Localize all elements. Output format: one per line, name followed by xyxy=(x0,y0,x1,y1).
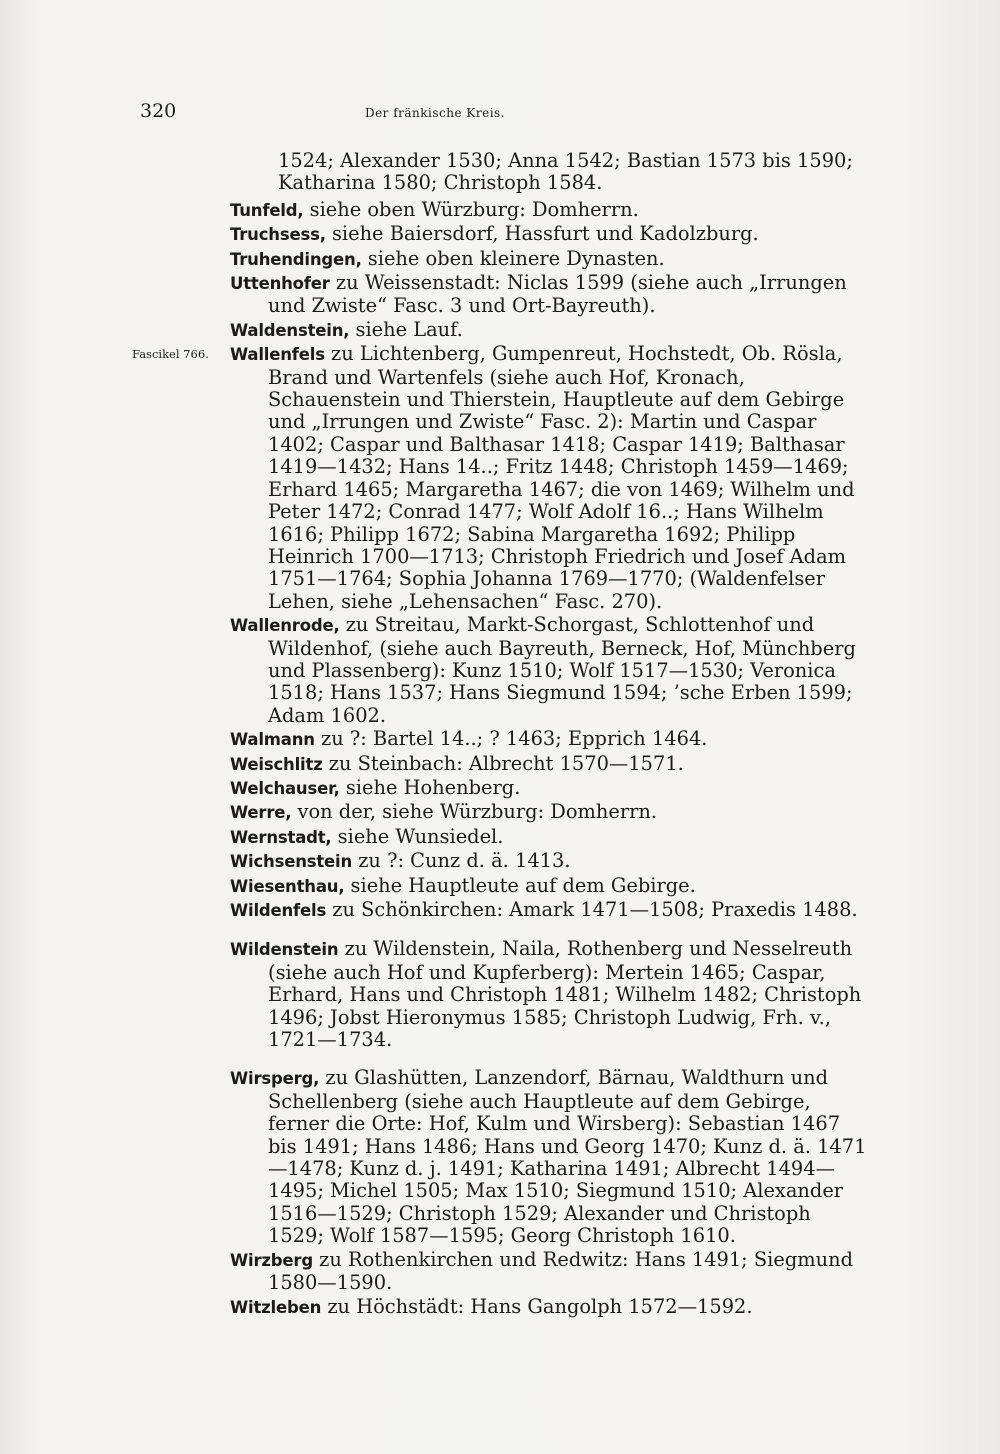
entry-text: siehe Baiersdorf, Hassfurt und Kadolzburg. xyxy=(325,222,759,246)
entry-walmann xyxy=(230,728,870,751)
entry-text: zu ?: Cunz d. ä. 1413. xyxy=(352,849,571,873)
entry-welchauser xyxy=(230,777,870,800)
page-number: 320 xyxy=(140,100,177,122)
entry-text: zu Streitau, Markt-Schorgast, Schlottenhof und Wildenhof, (siehe auch Bayreuth, Berneck, Hof, Münchberg und Plassenberg): Kunz 1510; Wolf 1517—1530; Veronica 1518; Hans 1537; Hans Siegmund 1594; ’sche Erben 1599; Adam 1602. xyxy=(268,613,856,727)
entry-head: Wirzberg xyxy=(230,1250,313,1270)
entry-text: siehe oben Würzburg: Domherrn. xyxy=(303,197,639,221)
entry-text: zu Glashütten, Lanzendorf, Bärnau, Waldthurn und Schellenberg (siehe auch Hauptleute auf dem Gebirge, ferner die Orte: Hof, Kulm und Wirsberg): Sebastian 1467 bis 1491; Hans 1486; Hans und Georg 1470; Kunz d. ä. 1471—1478; Kunz d. j. 1491; Katharina 1491; Albrecht 1494—1495; Michel 1505; Max 1510; Siegmund 1510; Alexander 1516—1529; Christoph 1529; Alexander und Christoph 1529; Wolf 1587—1595; Georg Christoph 1610. xyxy=(268,1066,867,1248)
entry-head: Wernstadt, xyxy=(230,827,332,847)
entry-head: Wallenrode, xyxy=(230,616,340,636)
entry-text: zu Höchstädt: Hans Gangolph 1572—1592. xyxy=(321,1294,753,1318)
entry-wiesenthau xyxy=(230,875,870,898)
entry-truhendingen xyxy=(230,248,870,271)
entry-wallenrode xyxy=(230,614,870,727)
entry-tunfeld xyxy=(230,199,870,222)
entry-head: Werre, xyxy=(230,803,292,823)
entry-text: zu Lichtenberg, Gumpenreut, Hochstedt, Ob. Rösla, Brand und Wartenfels (siehe auch Hof, Kronach, Schauenstein und Thierstein, Hauptleute auf dem Gebirge und „Irrungen und Zwiste“ Fasc. 2): Martin und Caspar 1402; Caspar und Balthasar 1418; Caspar 1419; Balthasar 1419—1432; Hans 14..; Fritz 1448; Christoph 1459—1469; Erhard 1465; Margaretha 1467; die von 1469; Wilhelm und Peter 1472; Conrad 1477; Wolf Adolf 16..; Hans Wilhelm 1616; Philipp 1672; Sabina Margaretha 1692; Philipp Heinrich 1700—1713; Christoph Friedrich und Josef Adam 1751—1764; Sophia Johanna 1769—1770; (Waldenfelser Lehen, siehe „Lehensachen“ Fasc. 270). xyxy=(268,342,855,613)
margin-note: Fascikel 766. xyxy=(132,347,209,361)
entry-weischlitz xyxy=(230,753,870,776)
entry-head: Welchauser, xyxy=(230,778,340,798)
entry-text: zu Schönkirchen: Amark 1471—1508; Praxedis 1488. xyxy=(326,898,858,921)
entry-head: Wildenstein xyxy=(230,940,339,960)
entry-wildenstein xyxy=(230,938,870,1051)
entry-waldenstein xyxy=(230,319,870,342)
page-header xyxy=(140,100,860,130)
entry-text: zu Weissenstadt: Niclas 1599 (siehe auch „Irrungen und Zwiste“ Fasc. 3 und Ort-Bayreuth). xyxy=(268,271,847,318)
entry-wichsenstein xyxy=(230,850,870,873)
entry-wirsperg xyxy=(230,1067,870,1247)
entry-head: Weischlitz xyxy=(230,754,323,774)
entry-text: siehe Wunsiedel. xyxy=(331,824,504,848)
entry-wildenfels xyxy=(230,899,870,922)
entry-text: zu Rothenkirchen und Redwitz: Hans 1491; Siegmund 1580—1590. xyxy=(268,1247,854,1295)
entry-head: Wirsperg, xyxy=(230,1069,320,1089)
entry-werre xyxy=(230,801,870,824)
entry-head: Waldenstein, xyxy=(230,320,350,340)
entry-head: Wildenfels xyxy=(230,901,327,920)
entry-head: Wiesenthau, xyxy=(230,876,345,896)
entry-truchsess xyxy=(230,223,870,246)
entry-head: Witzleben xyxy=(230,1297,322,1317)
entry-text: 1524; Alexander 1530; Anna 1542; Bastian 1573 bis 1590; Katharina 1580; Christoph 1584. xyxy=(278,149,853,195)
entry-head: Truhendingen, xyxy=(230,249,362,269)
entry-text: von der, siehe Würzburg: Domherrn. xyxy=(291,800,658,824)
entry-text: siehe Lauf. xyxy=(349,317,463,341)
running-title: Der fränkische Kreis. xyxy=(364,106,506,120)
entry-text: siehe oben kleinere Dynasten. xyxy=(361,246,665,270)
entry-head: Uttenhofer xyxy=(230,274,330,294)
entry-text: siehe Hauptleute auf dem Gebirge. xyxy=(344,873,696,897)
entry-witzleben xyxy=(230,1296,870,1319)
entry-head: Wallenfels xyxy=(230,345,325,365)
entry-wirzberg xyxy=(230,1249,870,1295)
entry-text: siehe Hohenberg. xyxy=(339,775,521,799)
entry-wernstadt xyxy=(230,826,870,849)
entry-text: zu Steinbach: Albrecht 1570—1571. xyxy=(322,751,684,775)
entry-head: Walmann xyxy=(230,730,315,750)
entry-uttenhofer xyxy=(230,272,870,318)
entry-wallenfels xyxy=(230,343,870,613)
register-entries xyxy=(230,150,870,1320)
entry-head: Wichsenstein xyxy=(230,852,353,872)
entry-text: zu Wildenstein, Naila, Rothenberg und Nesselreuth (siehe auch Hof und Kupferberg): Mertein 1465; Caspar, Erhard, Hans und Christoph 1481; Wilhelm 1482; Christoph 1496; Jobst Hieronymus 1585; Christoph Ludwig, Frh. v., 1721—1734. xyxy=(268,937,862,1052)
entry-head: Truchsess, xyxy=(230,225,326,245)
entry-head: Tunfeld, xyxy=(230,200,304,220)
entry-continuation xyxy=(230,150,870,195)
entry-text: zu ?: Bartel 14..; ? 1463; Epprich 1464. xyxy=(314,727,708,751)
